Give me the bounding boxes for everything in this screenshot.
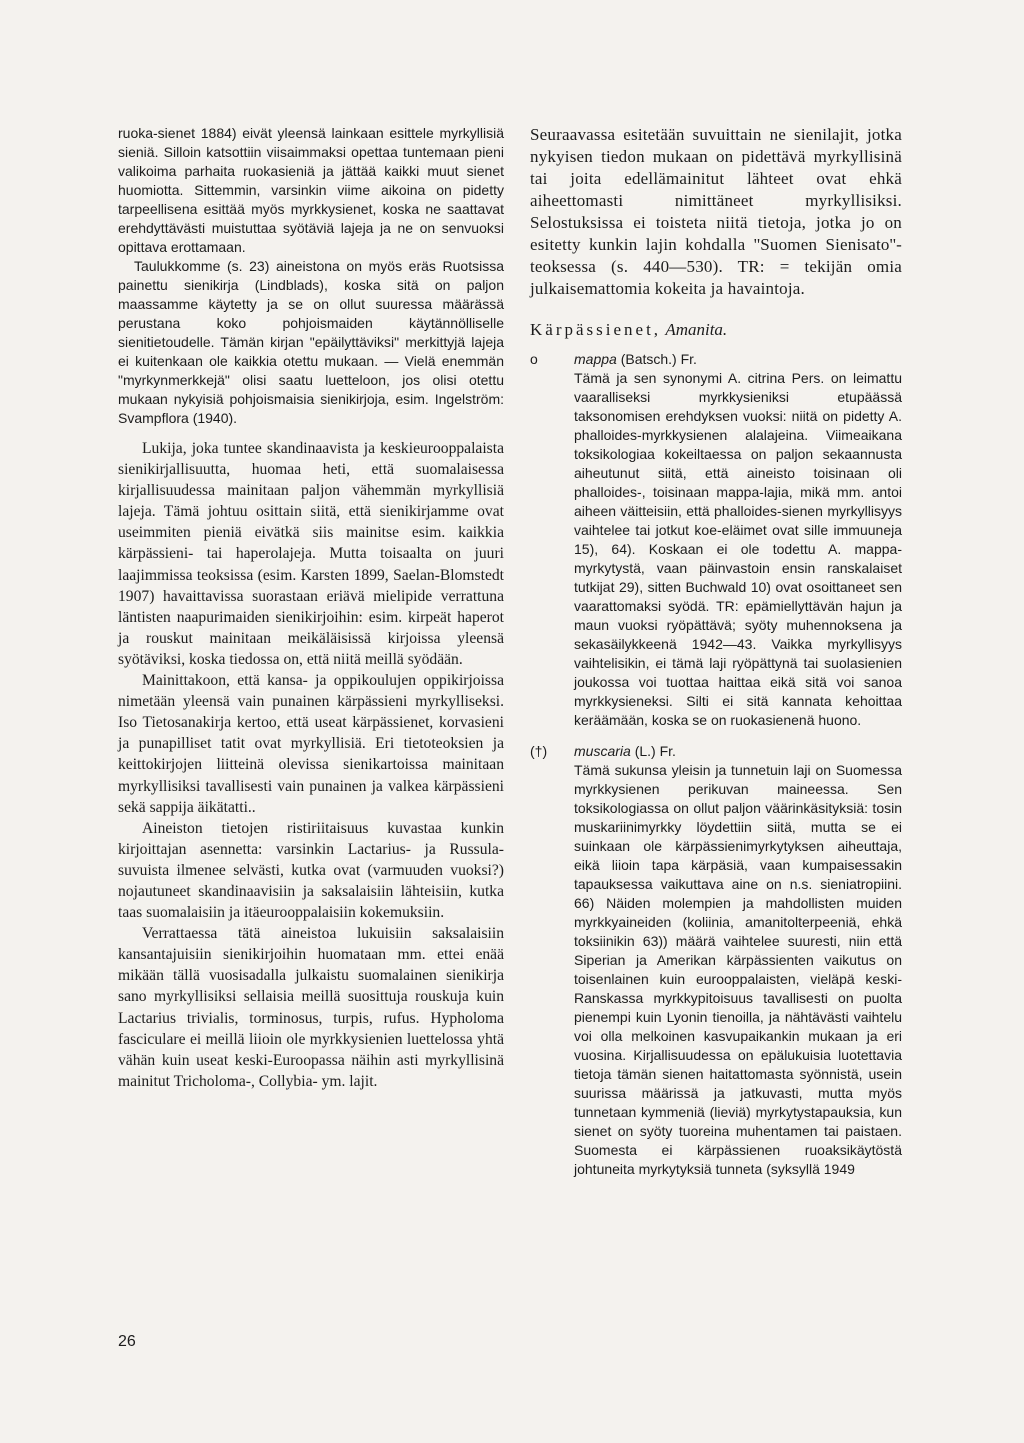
species-name: mappa <box>574 351 617 367</box>
intro-paragraph: Seuraavassa esitetään suvuittain ne sienilajit, jotka nykyisen tiedon mukaan on pidettävä myrkyllisinä tai joita edellämainitut lähteet ovat ehkä aiheettomasti nimittäneet myrkyllisiksi. Selostuksissa ei toisteta niitä tietoja, jotka jo on esitetty kunkin lajin kohdalla ''Suomen Sienisato''-teoksessa (s. 440—530). TR: = tekijän omia julkaisemattomia kokeita ja havaintoja. <box>530 125 902 298</box>
left-column <box>118 124 504 1092</box>
left-block-small-print <box>118 124 504 428</box>
paragraph: Lukija, joka tuntee skandinaavista ja keskieurooppalaista sienikirjallisuutta, huomaa heti, että suomalaisessa kirjallisuudessa mainitaan paljon vähemmän myrkyllisiä lajeja. Tämä johtuu osittain siitä, että sienikirjamme ovat useimmiten pieniä eivätkä siis mainitse esim. kaikkia kärpässieni- tai haperolajeja. Mutta toisaalta on juuri laajimmissa teoksissa (esim. Karsten 1899, Saelan-Blomstedt 1907) havaittavissa suorastaan eriävä mielipide verrattuna läntisten naapurimaiden sienikirjoihin: esim. kirpeät haperot ja rouskut mainitaan meikäläisissä kirjoissa yleensä syötäviksi, koska tiedossa on, että niitä meillä syödään. <box>118 440 504 668</box>
species-entry-mappa <box>530 350 902 730</box>
paragraph: Mainittakoon, että kansa- ja oppikoulujen oppikirjoissa nimetään yleensä vain punainen kärpässieni myrkylliseksi. Iso Tietosanakirja kertoo, että useat kärpässienet, korvasieni ja punapilliset tatit ovat myrkyllisiä. Eri tietoteoksien ja keittokirjojen liitteinä olevissa sienikartoissa mainitaan myrkyllisiksi tavallisesti vain punainen ja valkea kärpässieni sekä sappija äikätatti.. <box>118 672 504 816</box>
section-heading-latin: Amanita. <box>665 320 728 339</box>
species-name: muscaria <box>574 743 631 759</box>
left-block-body <box>118 438 504 1092</box>
species-body <box>574 350 902 730</box>
species-marker: o <box>530 351 538 367</box>
paragraph: Verrattaessa tätä aineistoa lukuisiin saksalaisiin kansantajuisiin sienikirjoihin huomataan mm. ettei enää mikään tällä vuosisadalla julkaistu suomalainen sienikirja sano myrkyllisiksi sellaisia meillä suosittuja rouskuja kuin Lactarius trivialis, torminosus, turpis, rufus. Hypholoma fasciculare ei meillä liioin ole myrkkysienien luettelossa yhtä vähän kuin useat keski-Euroopassa näihin asti myrkyllisinä mainitut Tricholoma-, Collybia- ym. lajit. <box>118 925 504 1090</box>
species-title <box>574 742 902 761</box>
species-entry-muscaria <box>530 742 902 1179</box>
paragraph: Taulukkomme (s. 23) aineistona on myös eräs Ruotsissa painettu sienikirja (Lindblads), koska sitä on paljon maassamme käytetty ja se on ollut suuressa määrässä perustana koko pohjoismaiden käytännölliselle sienitietoudelle. Tämän kirjan "epäilyttäviksi" merkittyjä lajeja ei kuitenkaan ole kaikkia otettu mukaan. — Vielä enemmän "myrkynmerkkejä" olisi saatu luetteloon, jos olisi otettu mukaan nykyisiä pohjoismaisia sienikirjoja, esim. Ingelström: Svampflora (1940). <box>118 258 504 426</box>
paragraph: Aineiston tietojen ristiriitaisuus kuvastaa kunkin kirjoittajan asennetta: varsinkin Lactarius- ja Russula-suvuista ilmenee selvästi, kutka ovat (varmuuden vuoksi?) nojautuneet skandinaavisiin ja saksalaisiin lähteisiin, kutka taas suomalaisiin ja itäeurooppalaisiin kokemuksiin. <box>118 819 504 922</box>
species-author: (Batsch.) Fr. <box>620 351 697 367</box>
species-text: Tämä ja sen synonymi A. citrina Pers. on leimattu vaaralliseksi myrkkysieniksi etupäässä taksonomisen erehdyksen vuoksi: niitä on pidetty A. phalloides-myrkkysienen alalajeina. Viimeaikana toksikologiaa kokeiltaessa on paljon sekaannusta aiheutunut siitä, että aineisto toisinaan oli phalloides-, toisinaan mappa-lajia, mikä mm. antoi aiheen väitteisiin, että phalloides-sienen myrkyllisyys vaihtelee tai jotkut koe-eläimet ovat sille immuuneja 15), 64). Koskaan ei ole todettu A. mappa-myrkytystä, vaan päinvastoin ensin ranskalaiset tutkijat 29), sitten Buchwald 10) ovat osoittaneet sen vaarattomaksi syödä. TR: epämiellyttävän hajun ja maun vuoksi ryöpättävä; syöty muhennoksena ja sekasäilykkeenä 1942—43. Vaikka myrkyllisyys vaihtelisikin, ei tämä laji ryöpättynä tai suolasienien joukossa voi tuottaa haittaa eikä sitä voi sanoa myrkkysieneksi. Silti ei sitä kannata kehoittaa keräämään, koska se on ruokasienenä huono. <box>574 370 902 728</box>
paragraph: ruoka-sienet 1884) eivät yleensä lainkaan esittele myrkyllisiä sieniä. Silloin katsottiin viisaimmaksi opettaa tuntemaan pieni valikoima parhaita ruokasieniä ja jättää kaikki muut sienet huomiotta. Sittemmin, varsinkin viime aikoina on pidetty tarpeellisena esittää myös myrkkysienet, koska ne saattavat erehdyttävästi muistuttaa syötäviä lajeja ja ne on senvuoksi opittava erottamaan. <box>118 125 504 255</box>
species-title <box>574 350 902 369</box>
section-heading <box>530 320 902 340</box>
page-number: 26 <box>118 1333 136 1350</box>
species-text: Tämä sukunsa yleisin ja tunnetuin laji on Suomessa myrkkysienen perikuvan maineessa. Sen toksikologiassa on ollut paljon väärinkäsityksiä: tosin muskariinimyrkky löydettiin siitä, mutta se ei suinkaan ole kärpässienimyrkytyksen aiheuttaja, eikä liioin tapa kärpäsiä, vaan kumpaisessakin tapauksessa vaikuttava aine on n.s. sieniatropiini. 66) Näiden molempien ja mahdollisten muiden myrkkyaineiden (koliinia, amanitolterpeeniä, ehkä toksiinikin 63)) määrä vaihtelee suuresti, niin että Siperian ja Amerikan kärpässienten vaikutus on toisenlainen kuin eurooppalaisten, vieläpä keski-Ranskassa myrkkypitoisuus tavallisesti on puolta pienempi kuin Lyonin tienoilla, ja nähtävästi vaihtelu voi olla melkoinen kasvupaikankin mukaan ja eri vuosina. Kirjallisuudessa on epälukuisia luotettavia tietoja tämän sienen haitattomasta syönnistä, usein suurissa määrissä ja jatkuvasti, mutta myös tunnetaan kymmeniä (lieviä) myrkytystapauksia, kun sienet on syöty tuoreina muhentamen tai paistaen. Suomesta ei kärpässienen ruoaksikäytöstä johtuneita myrkytyksiä tunneta (syksyllä 1949 <box>574 762 902 1177</box>
right-column <box>530 124 902 1179</box>
species-marker: (†) <box>530 743 548 759</box>
species-body <box>574 742 902 1179</box>
section-heading-finnish: Kärpässienet, <box>530 320 662 339</box>
species-author: (L.) Fr. <box>634 743 676 759</box>
